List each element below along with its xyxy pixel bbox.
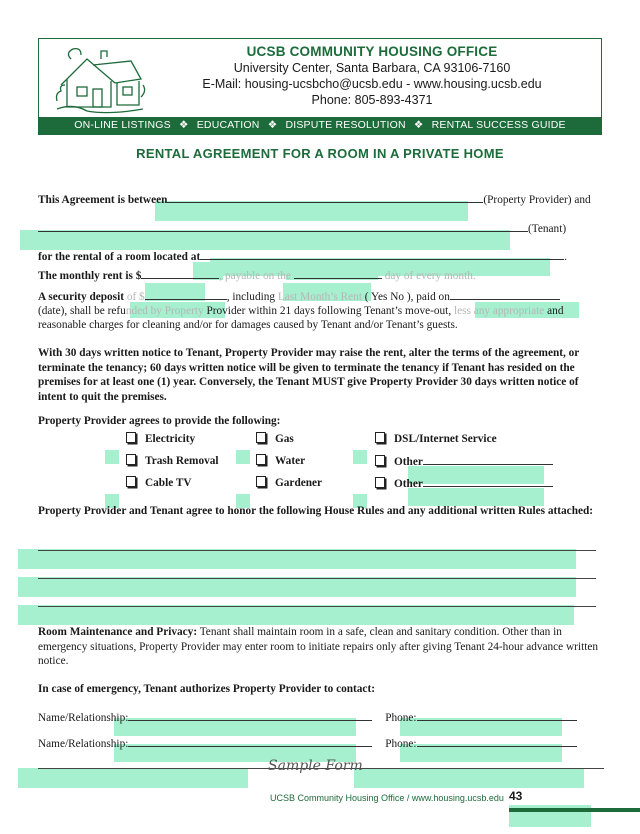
- monthly-rent-line: The monthly rent is $ , payable on the day of every month.: [38, 270, 476, 282]
- footer-text: UCSB Community Housing Office / www.housing.ucsb.edu: [270, 793, 504, 803]
- document-title: RENTAL AGREEMENT FOR A ROOM IN A PRIVATE HOME: [136, 146, 504, 161]
- house-rules-field-3[interactable]: [18, 605, 574, 625]
- maintenance-paragraph: Room Maintenance and Privacy: Tenant shall maintain room in a safe, clean and sanitary condition. Other than in emergency situations, Property Provider may enter room to initiate repairs only after giving Tenant 24-hour advance written notice.: [38, 626, 599, 667]
- checkbox[interactable]: [256, 432, 266, 443]
- signature-field-right[interactable]: [354, 768, 584, 788]
- office-address: University Center, Santa Barbara, CA 93106-7160: [233, 61, 511, 75]
- checkbox[interactable]: [375, 477, 385, 488]
- utility-gardener[interactable]: Gardener: [256, 476, 322, 490]
- house-icon: [53, 45, 149, 117]
- house-rules-field-1[interactable]: [18, 549, 576, 569]
- checkbox[interactable]: [256, 454, 266, 465]
- house-rules-field-2[interactable]: [18, 577, 576, 597]
- footer-rule: [509, 808, 640, 812]
- utility-water[interactable]: Water: [256, 454, 305, 468]
- tenant-line: (Tenant): [38, 221, 566, 236]
- checkbox-highlight: [353, 450, 367, 464]
- checkbox-highlight: [105, 450, 119, 464]
- utility-trash[interactable]: Trash Removal: [126, 454, 219, 468]
- emergency-label: In case of emergency, Tenant authorizes Property Provider to contact:: [38, 683, 375, 695]
- room-location-line: for the rental of a room located at .: [38, 251, 568, 263]
- checkbox-highlight: [236, 450, 250, 464]
- nav-separator: ❖: [413, 119, 424, 131]
- utility-other-2[interactable]: Other: [375, 476, 553, 491]
- checkbox[interactable]: [126, 454, 136, 465]
- utility-other-1[interactable]: Other: [375, 454, 553, 469]
- house-rules-label: Property Provider and Tenant agree to honor the following House Rules and any additional written Rules attached:: [38, 505, 594, 517]
- checkbox[interactable]: [256, 476, 266, 487]
- notice-paragraph: With 30 days written notice to Tenant, Property Provider may raise the rent, alter the terms of the agreement, or terminate the tenancy; 60 days written notice will be given to terminate the tenancy if Tenant has resided on the premises for at least one (1) year. Conversely, the Tenant MUST give Property Provider 30 days written notice of intent to quit the premises.: [38, 347, 580, 403]
- checkbox[interactable]: [126, 432, 136, 443]
- checkbox[interactable]: [126, 476, 136, 487]
- letterhead: [38, 38, 602, 135]
- nav-bar: [39, 117, 601, 134]
- rule-line: [38, 578, 596, 579]
- rule-line: [38, 606, 596, 607]
- utility-dsl[interactable]: DSL/Internet Service: [375, 432, 497, 446]
- provider-agrees-label: Property Provider agrees to provide the following:: [38, 415, 281, 427]
- nav-separator: ❖: [267, 119, 278, 131]
- emergency-contact-1: Name/Relationship: Phone:: [38, 710, 577, 725]
- nav-dispute-resolution[interactable]: DISPUTE RESOLUTION: [285, 119, 406, 131]
- sample-form-watermark: Sample Form: [268, 758, 363, 774]
- nav-rental-success-guide[interactable]: RENTAL SUCCESS GUIDE: [431, 119, 566, 131]
- office-name: UCSB COMMUNITY HOUSING OFFICE: [246, 44, 498, 59]
- rule-line: [38, 550, 596, 551]
- utility-cable[interactable]: Cable TV: [126, 476, 192, 490]
- charges-line: reasonable charges for cleaning and/or for damages caused by Tenant and/or Tenant’s guests.: [38, 319, 458, 331]
- checkbox[interactable]: [375, 455, 385, 466]
- utility-gas[interactable]: Gas: [256, 432, 294, 446]
- nav-separator: ❖: [178, 119, 189, 131]
- utility-electricity[interactable]: Electricity: [126, 432, 195, 446]
- page-number: 43: [509, 789, 523, 803]
- refund-line: (date), shall be refunded by Property Provider within 21 days following Tenant’s move-out, less any appropriate and: [38, 305, 564, 317]
- agreement-between-line: This Agreement is between (Property Provider) and: [38, 194, 591, 206]
- nav-online-listings[interactable]: ON-LINE LISTINGS: [74, 119, 171, 131]
- signature-field-left[interactable]: [18, 768, 248, 788]
- nav-education[interactable]: EDUCATION: [196, 119, 260, 131]
- emergency-contact-2: Name/Relationship: Phone:: [38, 736, 577, 751]
- security-deposit-line: A security deposit of $ , including Last Month’s Rent ( Yes No ), paid on: [38, 289, 560, 304]
- checkbox[interactable]: [375, 432, 385, 443]
- office-email-web: E-Mail: housing-ucsbcho@ucsb.edu - www.housing.ucsb.edu: [202, 77, 542, 91]
- office-phone: Phone: 805-893-4371: [311, 93, 433, 107]
